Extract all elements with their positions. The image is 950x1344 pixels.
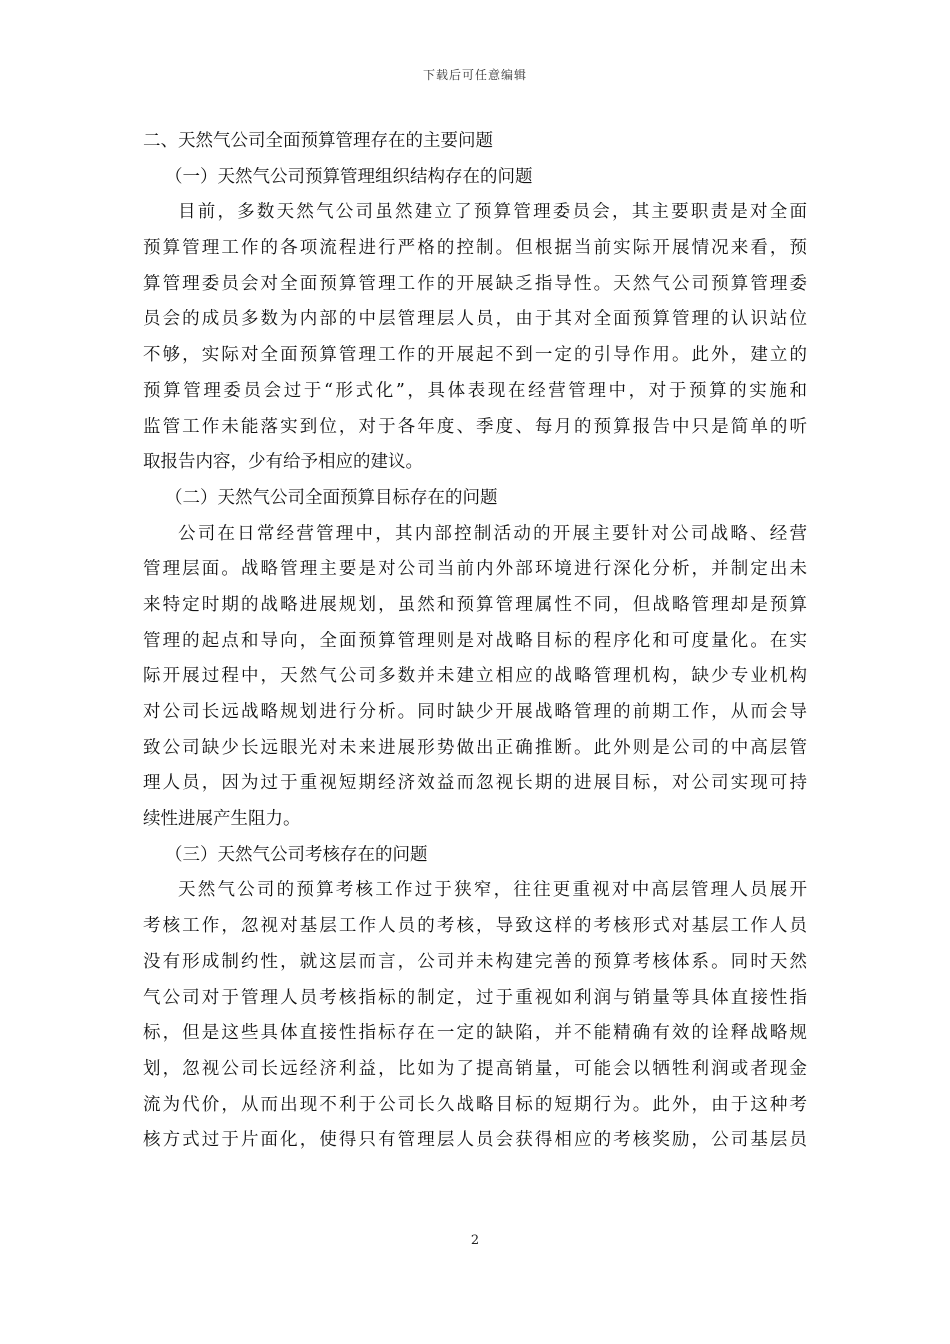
paragraph-line: 目前，多数天然气公司虽然建立了预算管理委员会，其主要职责是对全面 bbox=[178, 202, 807, 223]
paragraph-line: 来特定时期的战略进展规划，虽然和预算管理属性不同，但战略管理却是预算 bbox=[143, 594, 807, 615]
paragraph-line: 气公司对于管理人员考核指标的制定，过于重视如利润与销量等具体直接性指 bbox=[143, 987, 807, 1008]
paragraph-line: 取报告内容，少有给予相应的建议。 bbox=[143, 452, 423, 473]
paragraph-line: 不够，实际对全面预算管理工作的开展起不到一定的引导作用。此外，建立的 bbox=[143, 345, 807, 366]
paragraph-line: 预算管理工作的各项流程进行严格的控制。但根据当前实际开展情况来看，预 bbox=[143, 238, 807, 259]
paragraph-line: 核方式过于片面化，使得只有管理层人员会获得相应的考核奖励，公司基层员 bbox=[143, 1130, 807, 1151]
section-heading: 二、天然气公司全面预算管理存在的主要问题 bbox=[143, 131, 493, 151]
paragraph-line: 监管工作未能落实到位，对于各年度、季度、每月的预算报告中只是简单的听 bbox=[143, 416, 807, 437]
paragraph-line: 考核工作，忽视对基层工作人员的考核，导致这样的考核形式对基层工作人员 bbox=[143, 916, 807, 937]
paragraph-line: 预算管理委员会过于“形式化”，具体表现在经营管理中，对于预算的实施和 bbox=[143, 380, 807, 401]
document-body bbox=[143, 124, 807, 1159]
paragraph-line: 管理层面。战略管理主要是对公司当前内外部环境进行深化分析，并制定出未 bbox=[143, 559, 807, 580]
paragraph-line: 管理的起点和导向，全面预算管理则是对战略目标的程序化和可度量化。在实 bbox=[143, 630, 807, 651]
paragraph-line: 算管理委员会对全面预算管理工作的开展缺乏指导性。天然气公司预算管理委 bbox=[143, 273, 807, 294]
page-header-note: 下载后可任意编辑 bbox=[422, 68, 527, 82]
paragraph-line: 对公司长远战略规划进行分析。同时缺少开展战略管理的前期工作，从而会导 bbox=[143, 702, 807, 722]
subsection-heading: （一）天然气公司预算管理组织结构存在的问题 bbox=[165, 166, 533, 187]
paragraph-line: 没有形成制约性，就这层而言，公司并未构建完善的预算考核体系。同时天然 bbox=[143, 951, 807, 972]
paragraph-line: 致公司缺少长远眼光对未来进展形势做出正确推断。此外则是公司的中高层管 bbox=[143, 737, 807, 758]
paragraph-line: 天然气公司的预算考核工作过于狭窄，往往更重视对中高层管理人员展开 bbox=[178, 880, 807, 901]
paragraph-line: 际开展过程中，天然气公司多数并未建立相应的战略管理机构，缺少专业机构 bbox=[143, 666, 807, 687]
paragraph-line: 标，但是这些具体直接性指标存在一定的缺陷，并不能精确有效的诠释战略规 bbox=[143, 1023, 807, 1044]
paragraph-line: 流为代价，从而出现不利于公司长久战略目标的短期行为。此外，由于这种考 bbox=[143, 1094, 807, 1115]
subsection-heading: （三）天然气公司考核存在的问题 bbox=[165, 844, 428, 865]
paragraph-line: 续性进展产生阻力。 bbox=[143, 809, 301, 830]
subsection-heading: （二）天然气公司全面预算目标存在的问题 bbox=[165, 487, 498, 508]
paragraph-line: 划，忽视公司长远经济利益，比如为了提高销量，可能会以牺牲利润或者现金 bbox=[143, 1058, 807, 1079]
page-number: 2 bbox=[470, 1233, 480, 1248]
paragraph-line: 公司在日常经营管理中，其内部控制活动的开展主要针对公司战略、经营 bbox=[178, 523, 807, 544]
paragraph-line: 理人员，因为过于重视短期经济效益而忽视长期的进展目标，对公司实现可持 bbox=[143, 773, 807, 794]
paragraph-line: 员会的成员多数为内部的中层管理层人员，由于其对全面预算管理的认识站位 bbox=[143, 309, 807, 330]
